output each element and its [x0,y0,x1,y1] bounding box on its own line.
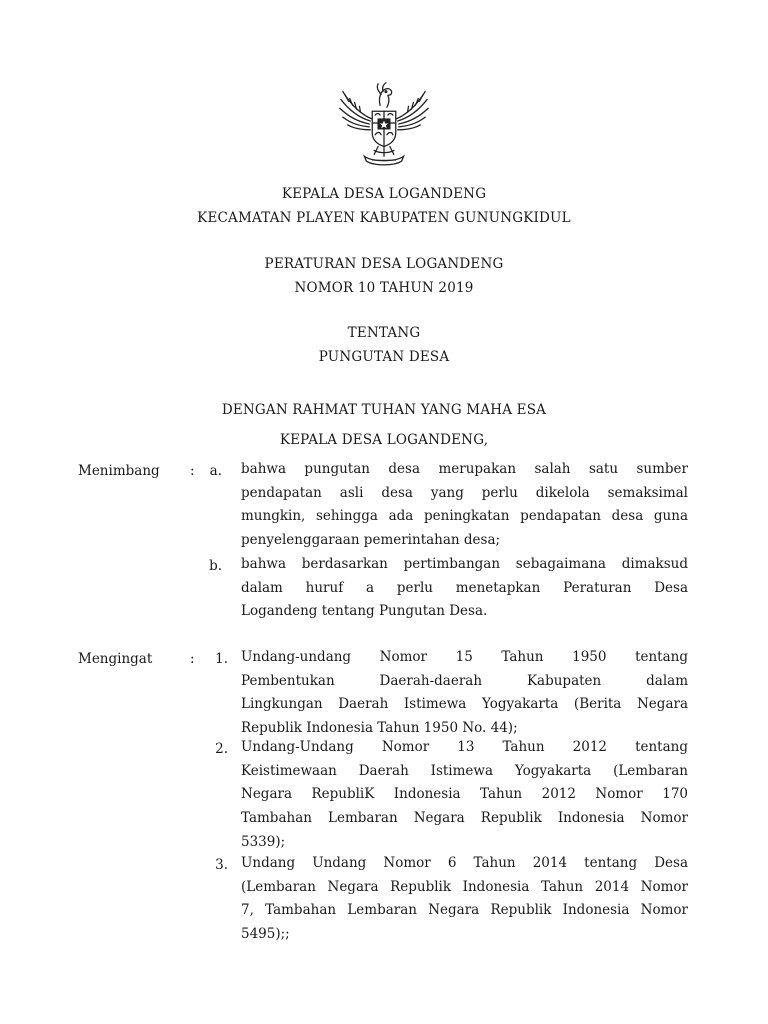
mengingat-marker-1: 1. [215,651,228,667]
about-heading: TENTANG [347,325,421,341]
issuer-line: KEPALA DESA LOGANDENG, [279,432,489,448]
regulation-title: PERATURAN DESA LOGANDENG [264,256,504,272]
text-line: mungkin, sehingga ada peningkatan pendapatan desa guna [241,508,688,525]
text-line: Negara RepubliK Indonesia Tahun 2012 Nomor 170 [241,786,688,803]
text-line: dalam huruf a perlu menetapkan Peraturan Desa [241,579,688,596]
grace-phrase: DENGAN RAHMAT TUHAN YANG MAHA ESA [221,402,547,418]
menimbang-marker-b: b. [209,558,222,574]
menimbang-item-b [241,553,688,624]
text-line: Republik Indonesia Tahun 1950 No. 44); [241,720,518,737]
text-line: Undang-Undang Nomor 13 Tahun 2012 tentang [241,739,688,755]
text-line: penyelenggaraan pemerintahan desa; [241,532,501,549]
mengingat-item-3 [241,852,688,947]
mengingat-item-1 [241,646,688,741]
text-line: Keistimewaan Daerah Istimewa Yogyakarta (Lembaran [241,762,688,779]
text-line: Undang Undang Nomor 6 Tahun 2014 tentang Desa [241,855,688,871]
menimbang-item-a [241,458,688,553]
menimbang-marker-a: a. [209,463,222,479]
text-line: 5495);; [241,926,290,943]
text-line: 5339); [241,833,286,850]
text-line: Pembentukan Daerah-daerah Kabupaten dalam [241,672,688,689]
header-line-2: KECAMATAN PLAYEN KABUPATEN GUNUNGKIDUL [197,210,571,226]
text-line: bahwa berdasarkan pertimbangan sebagaimana dimaksud [241,556,688,572]
mengingat-marker-3: 3. [215,857,228,873]
text-line: bahwa pungutan desa merupakan salah satu sumber [241,461,688,477]
header-line-1: KEPALA DESA LOGANDENG [281,186,487,202]
text-line: Lingkungan Daerah Istimewa Yogyakarta (Berita Negara [241,696,688,713]
regulation-number: NOMOR 10 TAHUN 2019 [294,280,474,296]
mengingat-colon: : [190,651,195,667]
text-line: pendapatan asli desa yang perlu dikelola semaksimal [241,484,688,501]
regulation-subject: PUNGUTAN DESA [318,349,450,365]
mengingat-marker-2: 2. [215,741,228,757]
menimbang-colon: : [190,463,195,479]
text-line: (Lembaran Negara Republik Indonesia Tahun 2014 Nomor [241,878,688,895]
garuda-emblem-icon [335,72,433,170]
mengingat-item-2 [241,736,688,854]
menimbang-label: Menimbang [78,463,160,479]
text-line: Logandeng tentang Pungutan Desa. [241,603,488,620]
text-line: 7, Tambahan Lembaran Negara Republik Indonesia Nomor [241,902,688,919]
text-line: Undang-undang Nomor 15 Tahun 1950 tentang [241,649,688,665]
text-line: Tambahan Lembaran Negara Republik Indonesia Nomor [241,810,688,827]
mengingat-label: Mengingat [78,651,153,667]
